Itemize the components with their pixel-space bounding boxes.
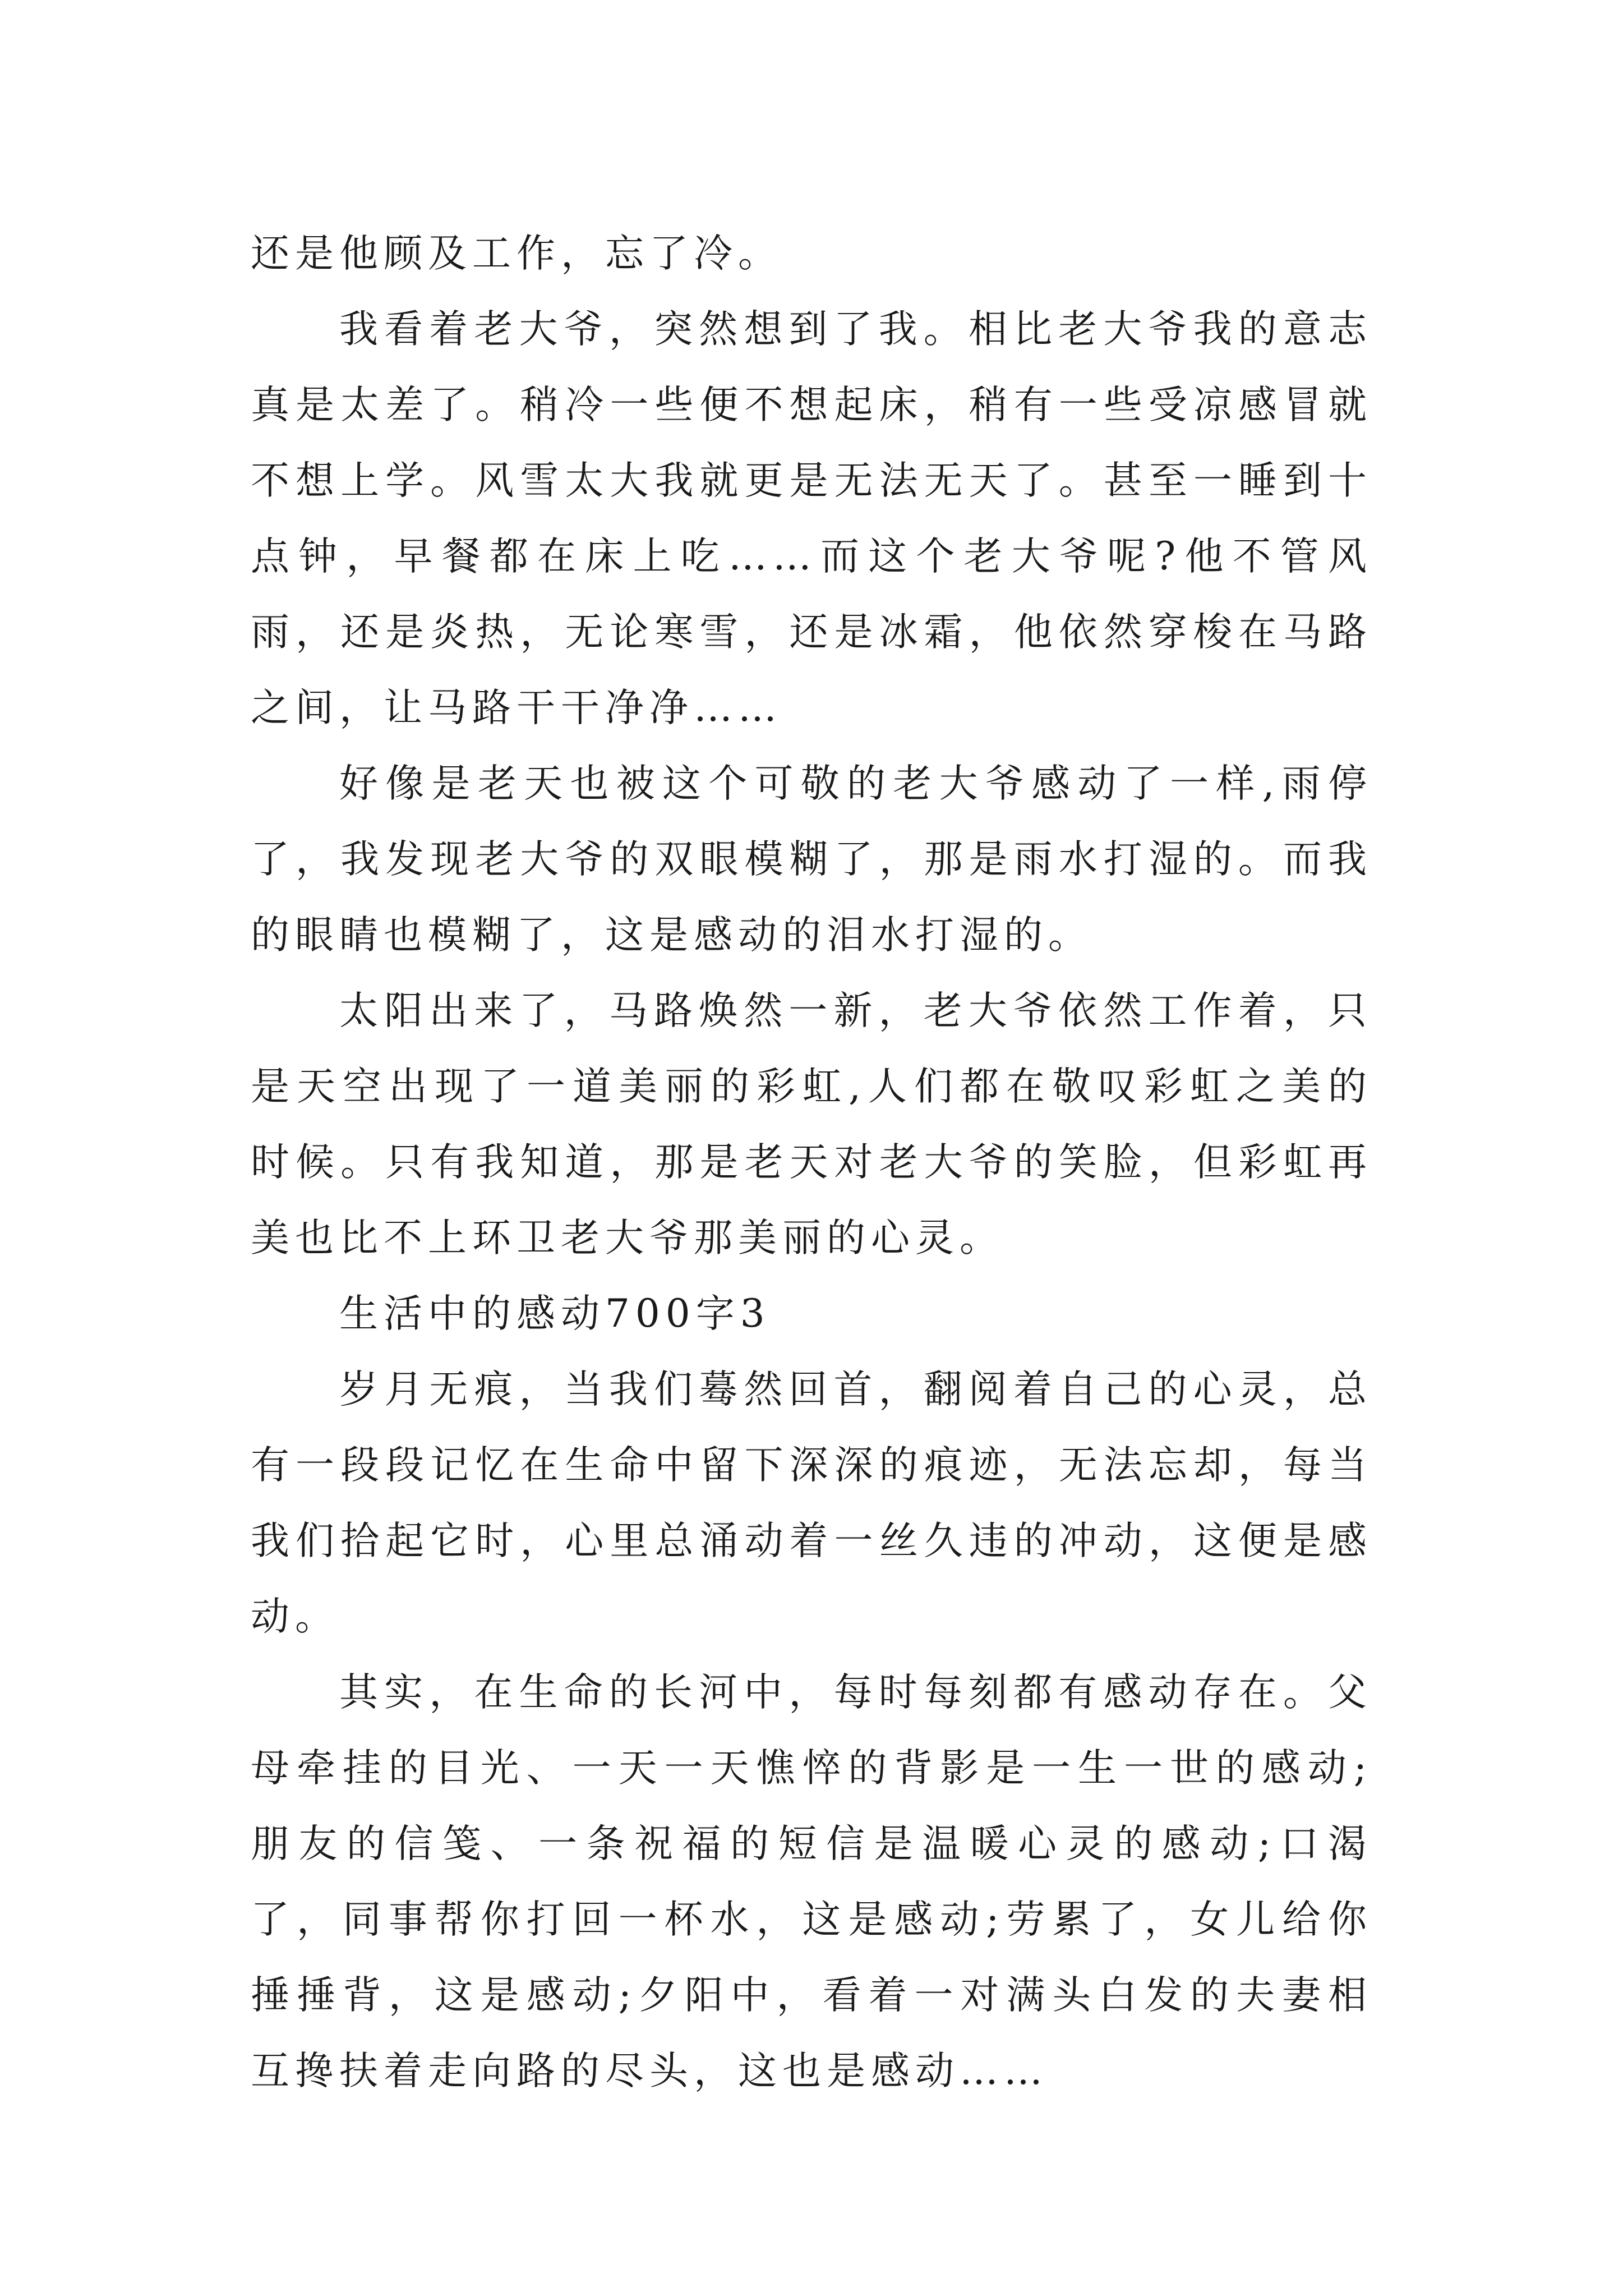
section-title: 生活中的感动700字3 [339, 1291, 771, 1336]
paragraph-continuation: 还是他顾及工作，忘了冷。 [251, 231, 782, 276]
paragraph-memories: 岁月无痕，当我们蓦然回首，翻阅着自己的心灵，总有一段段记忆在生命中留下深深的痕迹，无法忘却，每当我们拾起它时，心里总涌动着一丝久违的冲动，这便是感动。 [251, 1367, 1372, 1639]
paragraph-reflection: 我看着老大爷，突然想到了我。相比老大爷我的意志真是太差了。稍冷一些便不想起床，稍有一些受凉感冒就不想上学。风雪太大我就更是无法无天了。甚至一睡到十点钟，早餐都在床上吃……而这个老大爷呢?他不管风雨，还是炎热，无论寒雪，还是冰霜，他依然穿梭在马路之间，让马路干干净净…… [251, 307, 1372, 730]
paragraph-everyday-moments: 其实，在生命的长河中，每时每刻都有感动存在。父母牵挂的目光、一天一天憔悴的背影是一生一世的感动;朋友的信笺、一条祝福的短信是温暖心灵的感动;口渴了，同事帮你打回一杯水，这是感动;劳累了，女儿给你捶捶背，这是感动;夕阳中，看着一对满头白发的夫妻相互搀扶着走向路的尽头，这也是感动…… [251, 1670, 1372, 2093]
paragraph-rainbow: 太阳出来了，马路焕然一新，老大爷依然工作着，只是天空出现了一道美丽的彩虹,人们都在敬叹彩虹之美的时候。只有我知道，那是老天对老大爷的笑脸，但彩虹再美也比不上环卫老大爷那美丽的心灵。 [251, 988, 1372, 1260]
paragraph-rain-stops: 好像是老天也被这个可敬的老大爷感动了一样,雨停了，我发现老大爷的双眼模糊了，那是雨水打湿的。而我的眼睛也模糊了，这是感动的泪水打湿的。 [251, 761, 1372, 958]
document-body [251, 216, 1372, 2109]
